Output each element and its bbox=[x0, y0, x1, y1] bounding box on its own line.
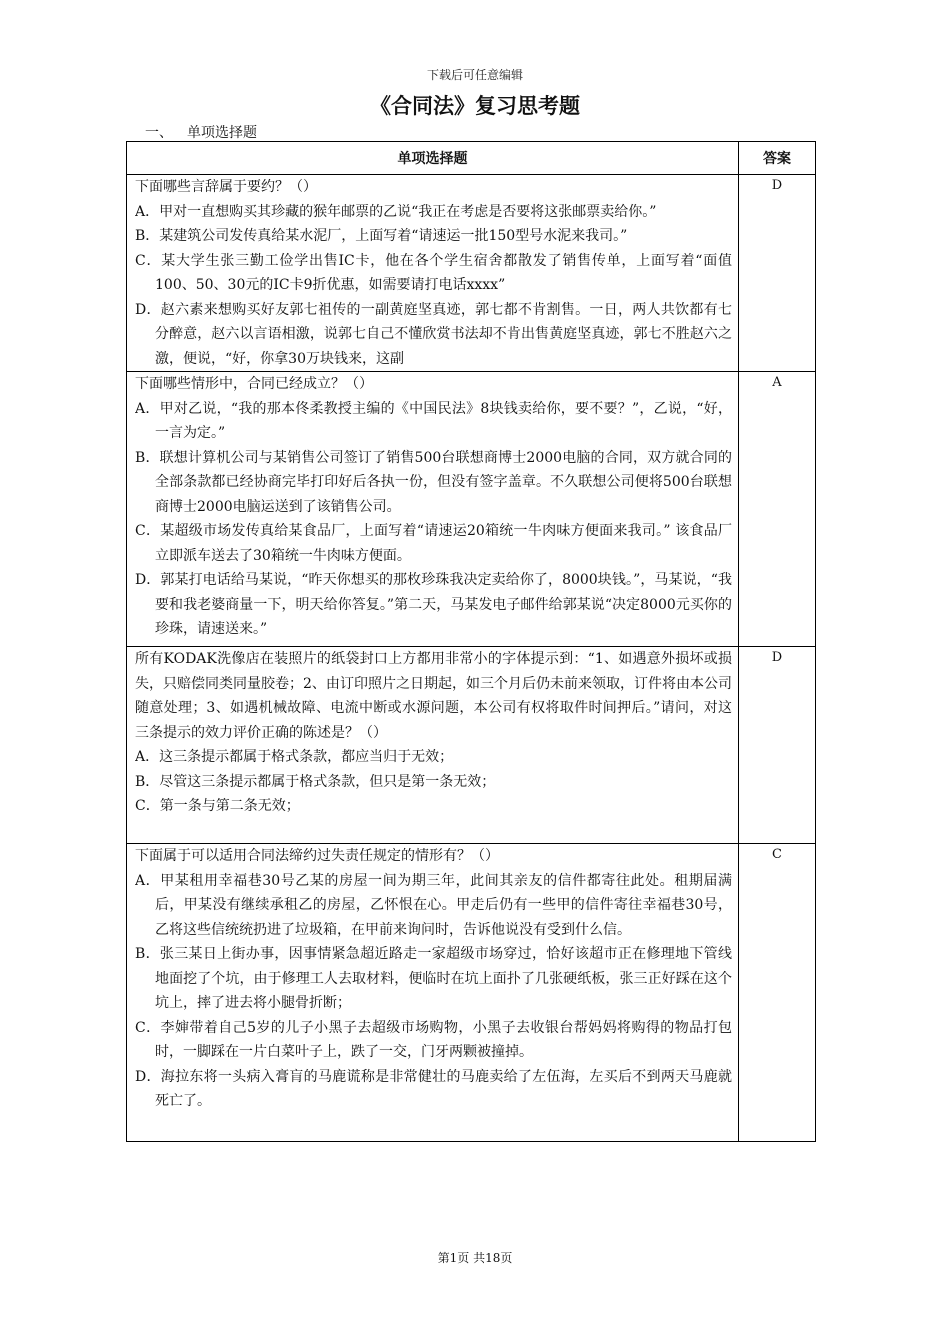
option-c: C．第一条与第二条无效； bbox=[135, 798, 300, 814]
question-stem: 所有KODAK洗像店在装照片的纸袋封口上方都用非常小的字体提示到：“1、如遇意外损坏或损失，只赔偿同类同量胶卷；2、由订印照片之日期起，如三个月后仍未前来领取，订件将由本公司随意处理；3、如遇机械故障、电流中断或水源问题，本公司有权将取件时间押后。”请问，对这三条提示的效力评价正确的陈述是？（） bbox=[135, 651, 732, 741]
option-a: A．甲对一直想购买其珍藏的猴年邮票的乙说“我正在考虑是否要将这张邮票卖给你。” bbox=[135, 203, 657, 220]
option-c: C．某超级市场发传真给某食品厂，上面写着“请速运20箱统一牛肉味方便面来我司。” 该食品厂立即派车送去了30箱统一牛肉味方便面。 bbox=[135, 523, 732, 564]
question-stem: 下面属于可以适用合同法缔约过失责任规定的情形有？（） bbox=[135, 848, 499, 864]
option-b: B．张三某日上街办事，因事情紧急超近路走一家超级市场穿过，恰好该超市正在修理地下管线地面挖了个坑，由于修理工人去取材料，便临时在坑上面扑了几张硬纸板，张三正好踩在这个坑上，摔了进去将小腿骨折断； bbox=[135, 946, 732, 1011]
option-d: D．郭某打电话给马某说，“昨天你想买的那枚珍珠我决定卖给你了，8000块钱。”，马某说，“我要和我老婆商量一下，明天给你答复。”第二天，马某发电子邮件给郭某说“决定8000元买你的珍珠，请速送来。” bbox=[135, 572, 732, 637]
section-number: 一、 bbox=[145, 125, 173, 141]
option-a: A．这三条提示都属于格式条款，都应当归于无效； bbox=[135, 749, 454, 765]
answer-cell: A bbox=[739, 372, 816, 647]
answer-cell: D bbox=[739, 175, 816, 372]
option-b: B．某建筑公司发传真给某水泥厂，上面写着“请速运一批150型号水泥来我司。” bbox=[135, 228, 628, 244]
answer-cell: D bbox=[739, 647, 816, 844]
option-d: D．海拉东将一头病入膏肓的马鹿谎称是非常健壮的马鹿卖给了左伍海，左买后不到两天马鹿就死亡了。 bbox=[135, 1068, 732, 1109]
page-footer: 第1页 共18页 bbox=[437, 1251, 513, 1265]
table-header-row bbox=[127, 142, 816, 175]
question-cell bbox=[127, 175, 739, 372]
option-b: B．联想计算机公司与某销售公司签订了销售500台联想商博士2000电脑的合同，双方就合同的全部条款都已经协商完毕打印好后各执一份，但没有签字盖章。不久联想公司便将500台联想商博士2000电脑运送到了该销售公司。 bbox=[135, 449, 732, 515]
table-row bbox=[127, 175, 816, 372]
answer-cell: C bbox=[739, 844, 816, 1142]
section-heading bbox=[145, 122, 257, 142]
question-cell bbox=[127, 372, 739, 647]
header-note: 下载后可任意编辑 bbox=[426, 68, 523, 82]
table-row bbox=[127, 844, 816, 1142]
header-question: 单项选择题 bbox=[127, 142, 739, 175]
question-cell bbox=[127, 844, 739, 1142]
option-b: B．尽管这三条提示都属于格式条款，但只是第一条无效； bbox=[135, 773, 496, 790]
document-title: 《合同法》复习思考题 bbox=[370, 94, 580, 118]
option-c: C．某大学生张三勤工俭学出售IC卡，他在各个学生宿舍都散发了销售传单，上面写着“面值100、50、30元的IC卡9折优惠，如需要请打电话xxxx” bbox=[135, 252, 732, 293]
table-row bbox=[127, 372, 816, 647]
header-answer: 答案 bbox=[739, 142, 816, 175]
option-c: C．李婶带着自己5岁的儿子小黑子去超级市场购物，小黑子去收银台帮妈妈将购得的物品打包时，一脚踩在一片白菜叶子上，跌了一交，门牙两颗被撞掉。 bbox=[135, 1019, 732, 1060]
question-cell bbox=[127, 647, 739, 844]
option-a: A．甲某租用幸福巷30号乙某的房屋一间为期三年，此间其亲友的信件都寄往此处。租期届满后，甲某没有继续承租乙的房屋，乙怀恨在心。甲走后仍有一些甲的信件寄往幸福巷30号，乙将这些信统统扔进了垃圾箱，在甲前来询问时，告诉他说没有受到什么信。 bbox=[135, 872, 732, 938]
table-row bbox=[127, 647, 816, 844]
question-stem: 下面哪些言辞属于要约？（） bbox=[135, 179, 317, 195]
option-a: A．甲对乙说，“我的那本佟柔教授主编的《中国民法》8块钱卖给你，要不要？”，乙说，“好，一言为定。” bbox=[135, 400, 732, 441]
option-d: D．赵六素来想购买好友郭七祖传的一副黄庭坚真迹，郭七都不肯割售。一日，两人共饮都有七分醉意，赵六以言语相激，说郭七自己不懂欣赏书法却不肯出售黄庭坚真迹，郭七不胜赵六之激，便说，“好，你拿30万块钱来，这副 bbox=[135, 301, 732, 367]
question-stem: 下面哪些情形中，合同已经成立？（） bbox=[135, 376, 373, 392]
section-label: 单项选择题 bbox=[187, 125, 257, 141]
question-table bbox=[126, 141, 816, 1142]
